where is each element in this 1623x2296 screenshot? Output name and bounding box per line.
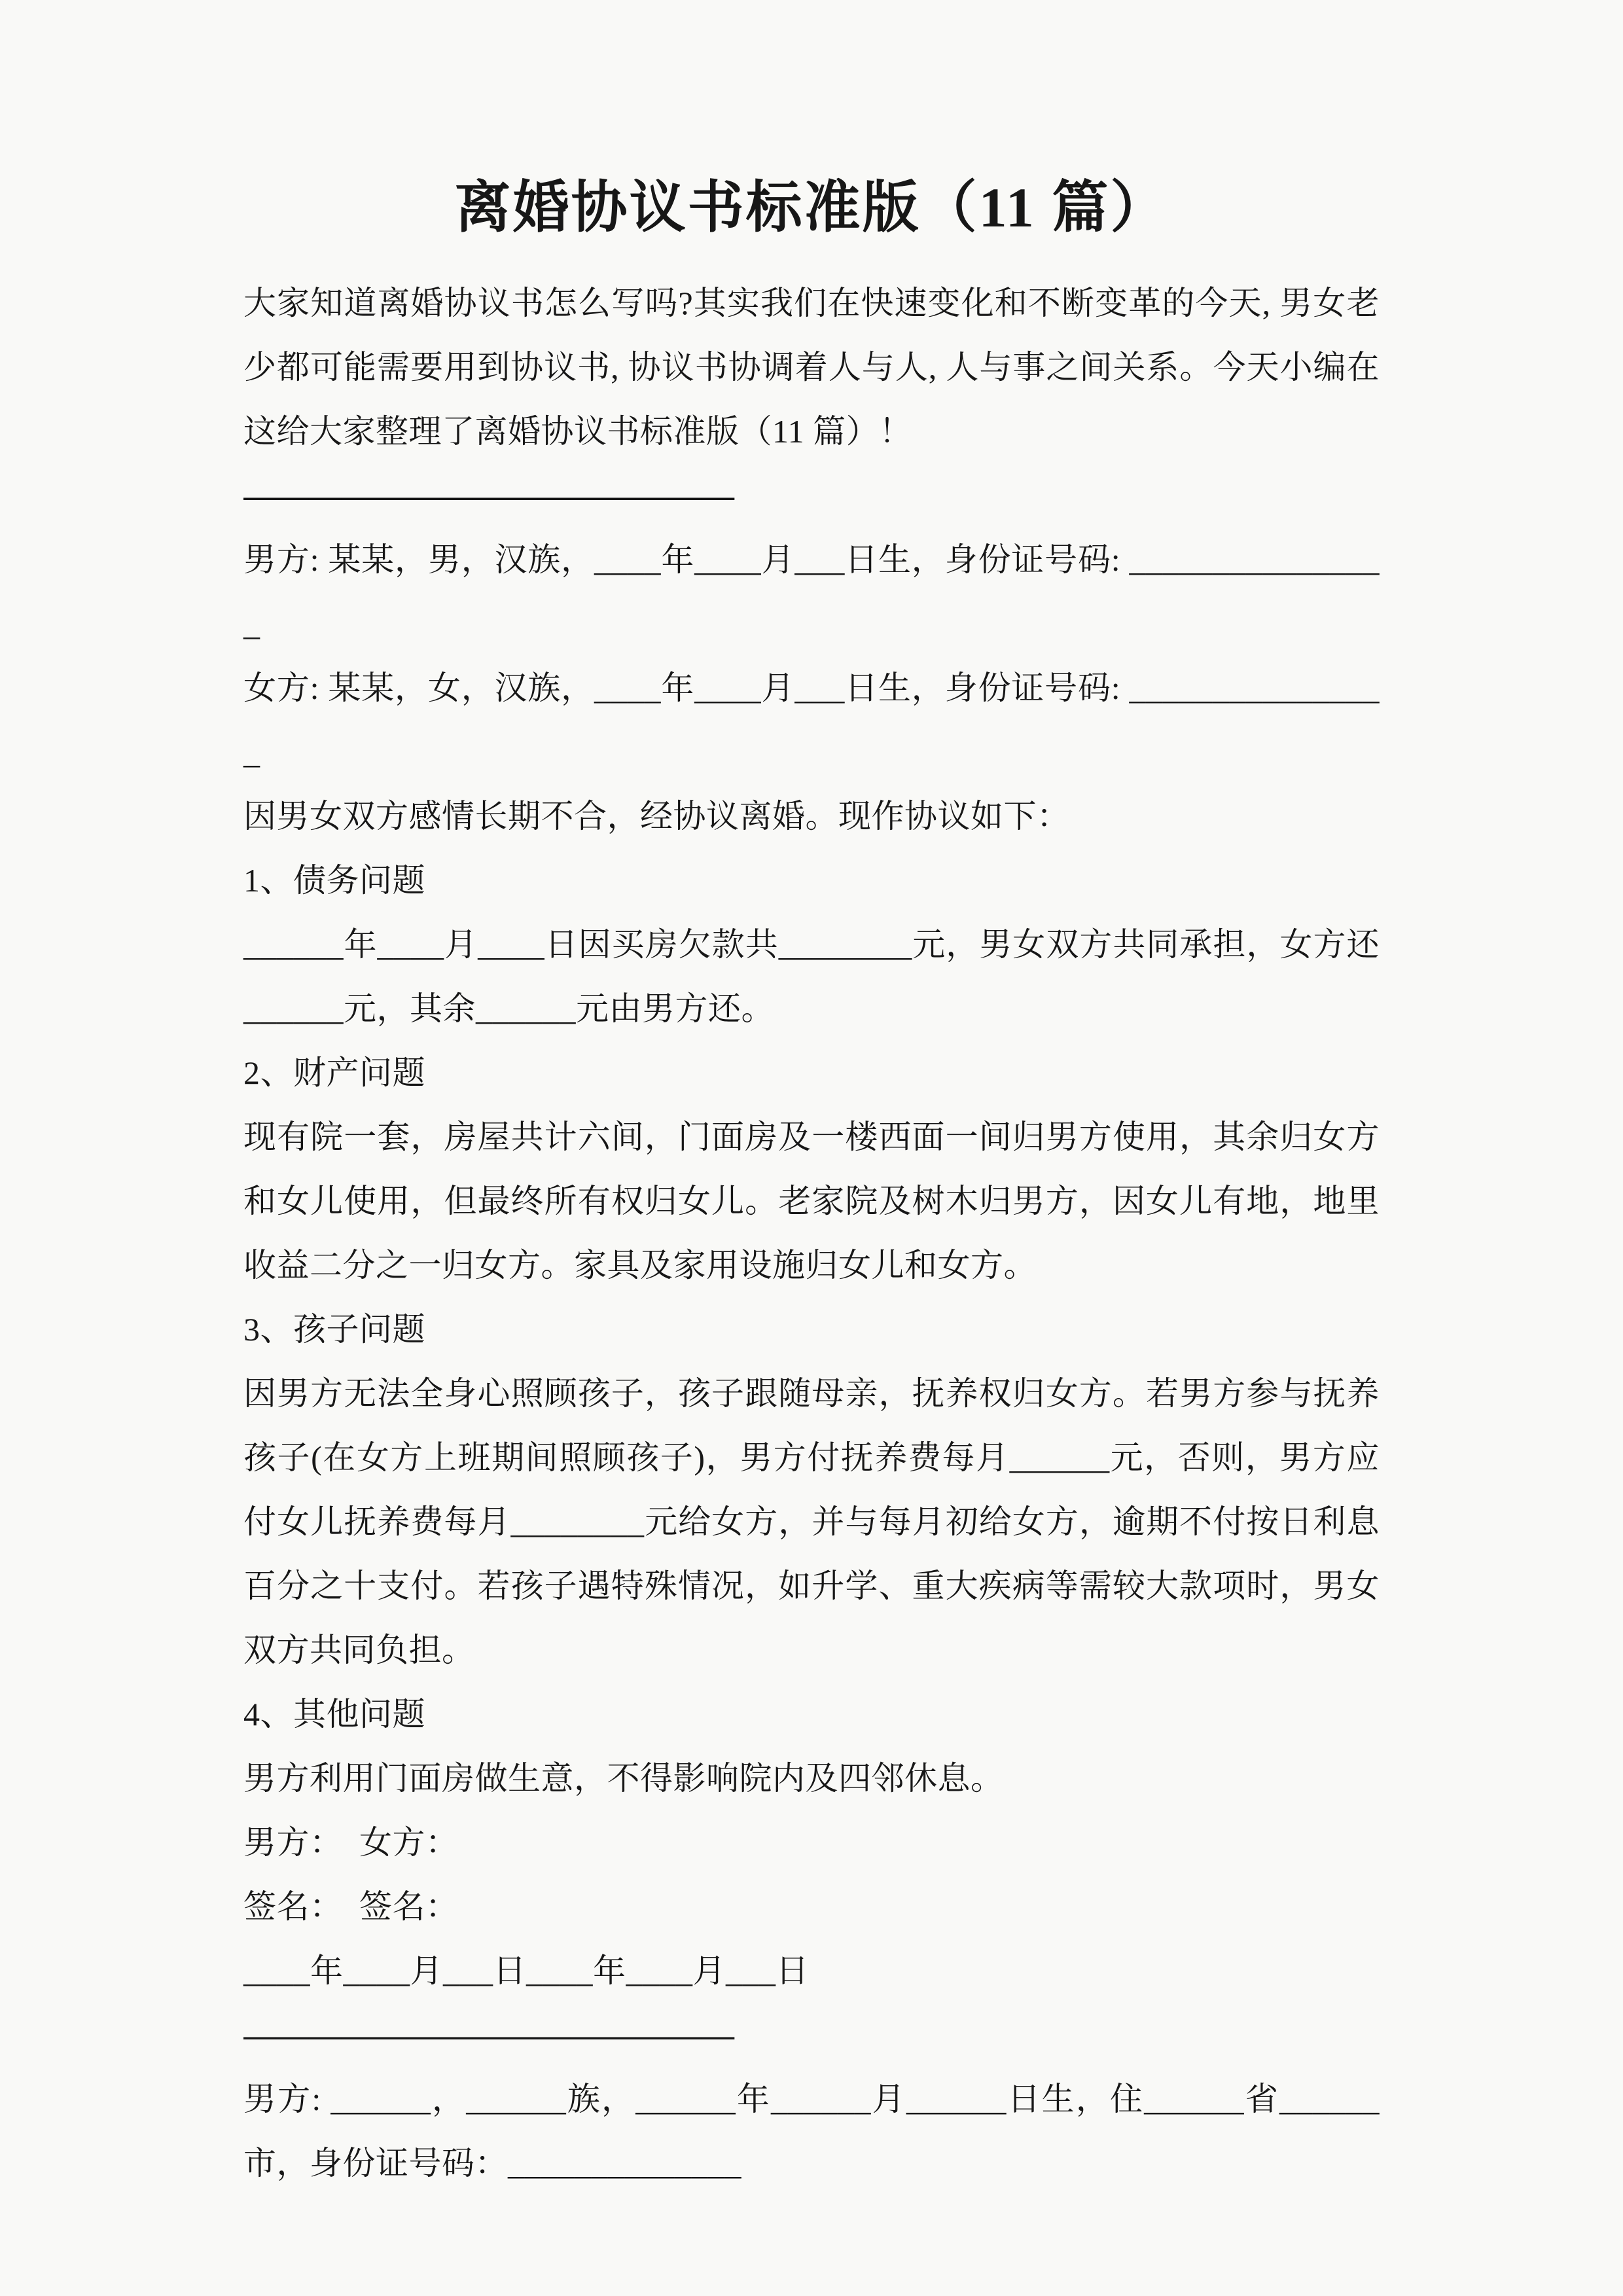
section-2-heading: 2、财产问题 [243, 1054, 425, 1091]
section-4-body: 男方利用门面房做生意，不得影响院内及四邻休息。 [243, 1759, 1004, 1797]
signature-parties-line: 男方： 女方： [243, 1823, 459, 1861]
party-line-male: 男方: 某某，男，汉族，____年____月___日生，身份证号码: ________________ [243, 541, 1380, 642]
section-1-body: ______年____月____日因买房欠款共________元，男女双方共同承担，女方还______元，其余______元由男方还。 [243, 925, 1380, 1027]
signature-dates-line: ____年____月___日____年____月___日 [243, 1952, 809, 1989]
section-2-body: 现有院一套，房屋共计六间，门面房及一楼西面一间归男方使用，其余归女方和女儿使用，但最终所有权归女儿。老家院及树木归男方，因女儿有地，地里收益二分之一归女方。家具及家用设施归女儿和女方。 [243, 1118, 1380, 1283]
section-4-heading: 4、其他问题 [243, 1695, 425, 1732]
divider-top: ——————————————— [243, 476, 734, 514]
intro-paragraph: 大家知道离婚协议书怎么写吗?其实我们在快速变化和不断变革的今天, 男女老少都可能需要用到协议书, 协议书协调着人与人, 人与事之间关系。今天小编在这给大家整理了离婚协议书标准版（11 篇）！ [243, 284, 1380, 450]
section-3-heading: 3、孩子问题 [243, 1310, 425, 1348]
divider-bottom: ——————————————— [243, 2016, 734, 2053]
signature-names-line: 签名： 签名： [243, 1888, 459, 1925]
agreement-preamble: 因男女双方感情长期不合，经协议离婚。现作协议如下： [243, 797, 1070, 834]
page-title: 离婚协议书标准版（11 篇） [454, 176, 1169, 239]
party-line-female: 女方: 某某，女，汉族，____年____月___日生，身份证号码: ________________ [243, 669, 1380, 770]
section-1-heading: 1、债务问题 [243, 861, 425, 899]
second-template-male-line: 男方: ______，______族，______年______月______日生，住______省______市，身份证号码：______________ [243, 2080, 1380, 2181]
section-3-body: 因男方无法全身心照顾孩子，孩子跟随母亲，抚养权归女方。若男方参与抚养孩子(在女方上班期间照顾孩子)，男方付抚养费每月______元，否则，男方应付女儿抚养费每月________元给女方，并与每月初给女方，逾期不付按日利息百分之十支付。若孩子遇特殊情况，如升学、重大疾病等需较大款项时，男女双方共同负担。 [243, 1374, 1380, 1668]
